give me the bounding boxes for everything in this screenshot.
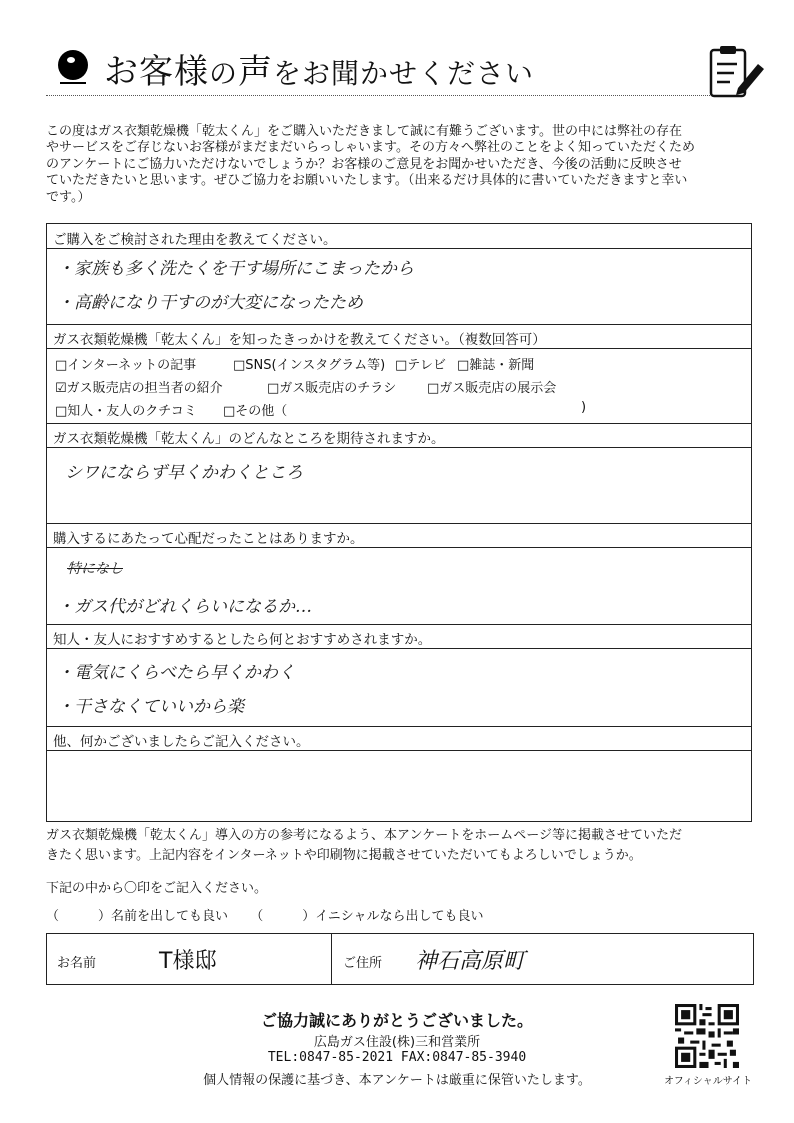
clipboard-pencil-icon bbox=[708, 44, 766, 100]
option-exhibition[interactable]: □ガス販売店の展示会 bbox=[427, 381, 557, 396]
row-divider bbox=[47, 248, 751, 249]
question-1-answer[interactable]: ・高齢になり干すのが大変になったため bbox=[57, 293, 363, 313]
option-other[interactable]: □その他（ bbox=[223, 404, 288, 419]
box-divider bbox=[331, 934, 332, 984]
record-bullet-icon bbox=[58, 50, 88, 80]
question-1-answer[interactable]: ・家族も多く洗たくを干す場所にこまったから bbox=[57, 259, 414, 279]
option-word-of-mouth[interactable]: □知人・友人のクチコミ bbox=[55, 404, 197, 419]
question-5-label: 知人・友人におすすめするとしたら何とおすすめされますか。 bbox=[53, 632, 432, 648]
row-divider bbox=[47, 624, 751, 625]
title-underline bbox=[46, 95, 716, 97]
option-internet-article[interactable]: □インターネットの記事 bbox=[55, 358, 197, 373]
page-title bbox=[104, 44, 534, 93]
intro-line: やサービスをご存じないお客様がまだまだいらっしゃいます。その方々へ弊社のことをよく知っていただくため bbox=[46, 140, 695, 156]
intro-line: のアンケートにご協力いただけないでしょうか？お客様のご意見をお聞かせいただき、今後の活動に反映させ bbox=[46, 156, 682, 172]
option-sns[interactable]: □SNS(インスタグラム等) bbox=[233, 358, 386, 373]
consent-choices bbox=[46, 905, 484, 924]
question-6-label: 他、何かございましたらご記入ください。 bbox=[53, 734, 310, 750]
consent-line: きたく思います。上記内容をインターネットや印刷物に掲載させていただいてもよろしいでしょうか。 bbox=[46, 848, 642, 863]
row-divider bbox=[47, 348, 751, 349]
qr-caption: オフィシャルサイト bbox=[664, 1076, 752, 1087]
intro-text bbox=[46, 124, 758, 206]
survey-table bbox=[46, 223, 752, 822]
footer-thanks: ご協力誠にありがとうございました。 bbox=[260, 1011, 533, 1030]
title-rest: をお聞かせください bbox=[273, 57, 535, 90]
choice-name-ok[interactable]: （ ）名前を出しても良い bbox=[46, 909, 229, 924]
title-main: お客様 bbox=[104, 52, 209, 92]
bullet-stand bbox=[60, 82, 86, 84]
question-3-label: ガス衣類乾燥機「乾太くん」のどんなところを期待されますか。 bbox=[53, 431, 445, 447]
row-divider bbox=[47, 648, 751, 649]
question-4-label: 購入するにあたって心配だったことはありますか。 bbox=[53, 531, 364, 547]
option-tv[interactable]: □テレビ bbox=[395, 358, 447, 373]
intro-line: この度はガス衣類乾燥機「乾太くん」をご購入いただきまして誠に有難うございます。世の中には弊社の存在 bbox=[46, 124, 682, 139]
option-staff-referral[interactable]: ☑ガス販売店の担当者の紹介 bbox=[55, 381, 223, 396]
footer-privacy: 個人情報の保護に基づき、本アンケートは厳重に保管いたします。 bbox=[203, 1073, 591, 1088]
choice-initials-ok[interactable]: （ ）イニシャルなら出しても良い bbox=[250, 909, 484, 924]
row-divider bbox=[47, 726, 751, 727]
row-divider bbox=[47, 447, 751, 448]
row-divider bbox=[47, 324, 751, 325]
row-divider bbox=[47, 423, 751, 424]
intro-line: ていただきたいと思います。ぜひご協力をお願いいたします。（出来るだけ具体的に書いていただきますと幸い bbox=[46, 173, 688, 189]
footer-company: 広島ガス住設(株)三和営業所 bbox=[313, 1035, 481, 1050]
option-flyer[interactable]: □ガス販売店のチラシ bbox=[267, 381, 397, 396]
address-label: ご住所 bbox=[343, 956, 383, 971]
consent-instruction: 下記の中から〇印をご記入ください。 bbox=[46, 881, 268, 896]
name-address-box bbox=[46, 933, 754, 985]
question-4-struck-answer[interactable]: 特になし bbox=[67, 561, 123, 577]
address-value[interactable]: 神石高原町 bbox=[415, 949, 526, 974]
intro-line: です。） bbox=[46, 189, 91, 205]
question-1-label: ご購入をご検討された理由を教えてください。 bbox=[53, 232, 337, 248]
option-magazine[interactable]: □雑誌・新聞 bbox=[457, 358, 535, 373]
question-4-answer[interactable]: ・ガス代がどれくらいになるか… bbox=[57, 597, 312, 617]
consent-text bbox=[46, 826, 758, 866]
row-divider bbox=[47, 547, 751, 548]
question-3-answer[interactable]: シワにならず早くかわくところ bbox=[65, 463, 303, 483]
qr-code-icon[interactable] bbox=[675, 1004, 739, 1068]
question-5-answer[interactable]: ・干さなくていいから楽 bbox=[57, 697, 244, 717]
name-value[interactable]: T様邸 bbox=[159, 949, 217, 974]
row-divider bbox=[47, 750, 751, 751]
row-divider bbox=[47, 523, 751, 524]
consent-line: ガス衣類乾燥機「乾太くん」導入の方の参考になるよう、本アンケートをホームページ等に掲載させていただ bbox=[46, 828, 682, 843]
name-label: お名前 bbox=[57, 956, 97, 971]
question-2-label: ガス衣類乾燥機「乾太くん」を知ったきっかけを教えてください。（複数回答可） bbox=[53, 332, 546, 348]
option-other-close: ) bbox=[581, 400, 587, 415]
question-5-answer[interactable]: ・電気にくらべたら早くかわく bbox=[57, 663, 295, 683]
footer-contact: TEL:0847-85-2021 FAX:0847-85-3940 bbox=[267, 1050, 527, 1065]
title-no: の bbox=[209, 57, 239, 90]
title-voice: 声 bbox=[238, 52, 274, 92]
